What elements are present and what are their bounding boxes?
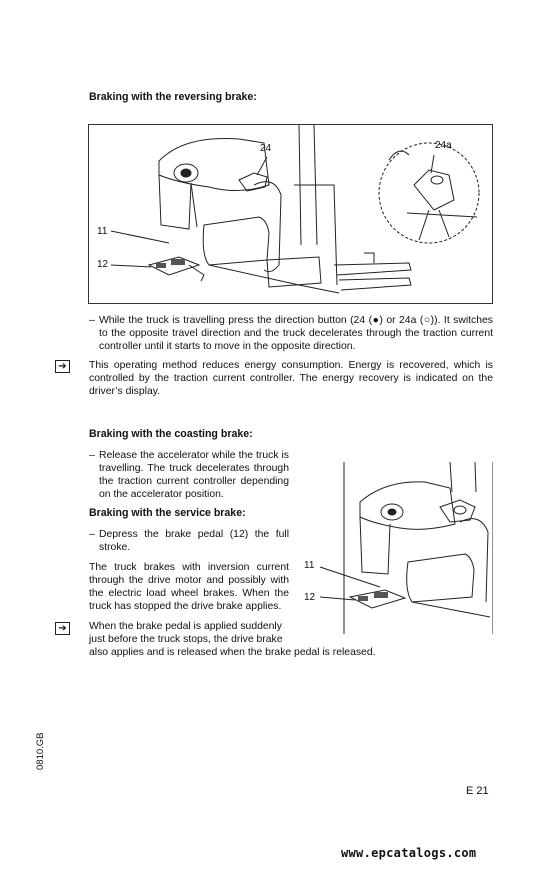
figure-label-24a: 24a [435,140,452,151]
figure-label-11: 11 [304,560,315,571]
dash-bullet: – [89,529,95,540]
note-energy-recovery: This operating method reduces energy consumption. Energy is recovered, which is controlled by the traction current controller. The energy recovery is indicated on the driver’s display. [89,360,493,397]
arrow-right-boxed-icon: ➔ [55,360,70,373]
list-item-service-brake [89,528,289,554]
list-item-text: While the truck is travelling press the direction button (24 (●) or 24a (○)). It switches to the opposite travel direction and the truck decelerates through the traction current controller until it starts to move in the opposite direction. [99,315,493,352]
figure-label-11: 11 [97,226,108,237]
note-sudden-brake-line2: just before the truck stops, the drive brake [89,634,283,645]
list-item-reversing-brake [89,314,493,353]
truck-cab-illustration [89,125,492,303]
figure-label-12: 12 [97,259,109,270]
list-item-text: Depress the brake pedal (12) the full stroke. [99,529,289,553]
note-sudden-brake-line1: When the brake pedal is applied suddenly [89,621,282,632]
truck-cab-illustration-2 [300,462,493,634]
paragraph-service-brake: The truck brakes with inversion current through the drive motor and possibly with the electric load wheel brakes. When the truck has stopped the drive brake applies. [89,562,289,612]
section-heading-reversing-brake: Braking with the reversing brake: [89,91,257,103]
dash-bullet: – [89,315,95,326]
figure-label-12: 12 [304,592,316,603]
figure-service-brake [300,462,493,634]
footer-url-link[interactable]: www.epcatalogs.com [341,846,477,860]
list-item-text: Release the accelerator while the truck is travelling. The truck decelerates through the traction current controller depending on the accelerator position. [99,450,289,500]
dash-bullet: – [89,450,95,461]
figure-label-24: 24 [260,143,272,154]
figure-reversing-brake [88,124,493,304]
page-number: E 21 [466,785,489,797]
arrow-right-boxed-icon: ➔ [55,622,70,635]
document-code: 0810.GB [35,732,46,770]
note-sudden-brake-line3: also applies and is released when the brake pedal is released. [89,647,376,658]
section-heading-service-brake: Braking with the service brake: [89,507,246,519]
list-item-coasting-brake [89,449,289,501]
section-heading-coasting-brake: Braking with the coasting brake: [89,428,253,440]
